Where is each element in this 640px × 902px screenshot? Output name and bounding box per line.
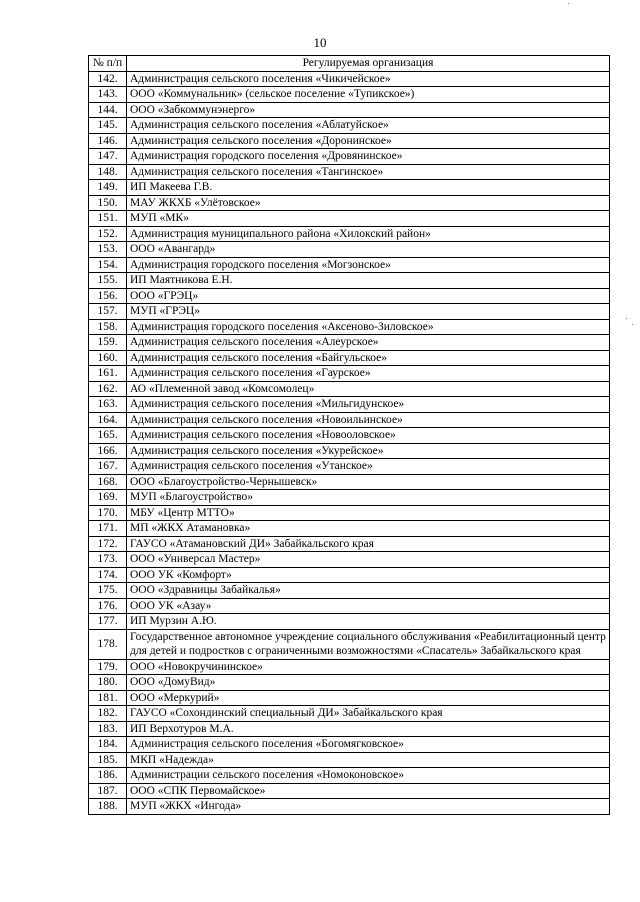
organization-name: МУП «МК» (127, 211, 610, 227)
row-number: 164. (89, 412, 127, 428)
organization-name: МУП «ЖКХ «Ингода» (127, 799, 610, 815)
organization-name: ООО «Здравницы Забайкалья» (127, 583, 610, 599)
row-number: 161. (89, 366, 127, 382)
organization-name: Администрация городского поселения «Аксеново-Зиловское» (127, 319, 610, 335)
row-number: 176. (89, 598, 127, 614)
table-row (89, 552, 610, 568)
organization-name: Администрации сельского поселения «Номоконовское» (127, 768, 610, 784)
row-number: 158. (89, 319, 127, 335)
organization-name: ООО «Забкоммунэнерго» (127, 102, 610, 118)
organization-name: ИП Верхотуров М.А. (127, 721, 610, 737)
table-row (89, 133, 610, 149)
row-number: 167. (89, 459, 127, 475)
row-number: 171. (89, 521, 127, 537)
table-row (89, 659, 610, 675)
organization-name: Администрация муниципального района «Хилокский район» (127, 226, 610, 242)
table-row (89, 71, 610, 87)
page-number: 10 (313, 35, 327, 50)
row-number: 153. (89, 242, 127, 258)
table-row (89, 428, 610, 444)
table-row (89, 505, 610, 521)
scan-speck (626, 318, 627, 319)
table-row (89, 583, 610, 599)
table-row (89, 87, 610, 103)
organization-name: Администрация сельского поселения «Новооловское» (127, 428, 610, 444)
row-number: 154. (89, 257, 127, 273)
organization-name: ГАУСО «Атамановский ДИ» Забайкальского края (127, 536, 610, 552)
organization-name: ООО УК «Азау» (127, 598, 610, 614)
organization-name: ООО «СПК Первомайское» (127, 783, 610, 799)
table-row (89, 567, 610, 583)
table-row (89, 118, 610, 134)
table-row (89, 211, 610, 227)
row-number: 184. (89, 737, 127, 753)
row-number: 170. (89, 505, 127, 521)
organization-name: Администрация сельского поселения «Богомягковское» (127, 737, 610, 753)
table-row (89, 752, 610, 768)
row-number: 143. (89, 87, 127, 103)
table-row (89, 799, 610, 815)
organization-name: МУП «ГРЭЦ» (127, 304, 610, 320)
organization-name: ИП Макеева Г.В. (127, 180, 610, 196)
row-number: 186. (89, 768, 127, 784)
row-number: 181. (89, 690, 127, 706)
table-row (89, 257, 610, 273)
table-row (89, 706, 610, 722)
table-row (89, 366, 610, 382)
organization-name: Администрация сельского поселения «Байгульское» (127, 350, 610, 366)
table-row (89, 288, 610, 304)
organization-name: МП «ЖКХ Атамановка» (127, 521, 610, 537)
organization-name: МУП «Благоустройство» (127, 490, 610, 506)
table-row (89, 521, 610, 537)
row-number: 174. (89, 567, 127, 583)
row-number: 146. (89, 133, 127, 149)
organization-name: Администрация сельского поселения «Чикичейское» (127, 71, 610, 87)
row-number: 157. (89, 304, 127, 320)
organization-name: АО «Племенной завод «Комсомолец» (127, 381, 610, 397)
row-number: 168. (89, 474, 127, 490)
table-row (89, 381, 610, 397)
organization-name: Администрация сельского поселения «Новоильинское» (127, 412, 610, 428)
row-number: 187. (89, 783, 127, 799)
organization-name: Администрация сельского поселения «Доронинское» (127, 133, 610, 149)
row-number: 149. (89, 180, 127, 196)
table-row (89, 149, 610, 165)
table-row (89, 598, 610, 614)
row-number: 175. (89, 583, 127, 599)
table-row (89, 335, 610, 351)
organization-name: Администрация сельского поселения «Утанское» (127, 459, 610, 475)
row-number: 169. (89, 490, 127, 506)
row-number: 183. (89, 721, 127, 737)
table-row (89, 242, 610, 258)
table-row (89, 350, 610, 366)
table-row (89, 614, 610, 630)
organization-name: ООО «Универсал Мастер» (127, 552, 610, 568)
row-number: 162. (89, 381, 127, 397)
organization-name: Администрация сельского поселения «Мильгидунское» (127, 397, 610, 413)
table-row (89, 273, 610, 289)
row-number: 151. (89, 211, 127, 227)
organization-name: ГАУСО «Сохондинский специальный ДИ» Забайкальского края (127, 706, 610, 722)
organization-name: Администрация сельского поселения «Гаурское» (127, 366, 610, 382)
row-number: 156. (89, 288, 127, 304)
table-row (89, 459, 610, 475)
table-row (89, 304, 610, 320)
table-body (89, 71, 610, 814)
row-number: 188. (89, 799, 127, 815)
row-number: 178. (89, 629, 127, 659)
column-header-number: № п/п (89, 56, 127, 72)
row-number: 150. (89, 195, 127, 211)
organization-name: МБУ «Центр МТТО» (127, 505, 610, 521)
organization-name: Администрация городского поселения «Могзонское» (127, 257, 610, 273)
row-number: 172. (89, 536, 127, 552)
table-row (89, 490, 610, 506)
organization-name: МКП «Надежда» (127, 752, 610, 768)
organization-name: ООО «Меркурий» (127, 690, 610, 706)
organization-name: МАУ ЖКХБ «Улётовское» (127, 195, 610, 211)
table-row (89, 397, 610, 413)
row-number: 185. (89, 752, 127, 768)
organization-name: ООО «ДомуВид» (127, 675, 610, 691)
table-row (89, 443, 610, 459)
row-number: 148. (89, 164, 127, 180)
organization-name: Администрация сельского поселения «Укурейское» (127, 443, 610, 459)
row-number: 160. (89, 350, 127, 366)
table-row (89, 629, 610, 659)
organization-name: ООО УК «Комфорт» (127, 567, 610, 583)
table-row (89, 783, 610, 799)
table-row (89, 319, 610, 335)
row-number: 142. (89, 71, 127, 87)
row-number: 147. (89, 149, 127, 165)
row-number: 155. (89, 273, 127, 289)
table-row (89, 180, 610, 196)
organization-name: ООО «Благоустройство-Чернышевск» (127, 474, 610, 490)
table-row (89, 195, 610, 211)
header-row (89, 56, 610, 72)
table-row (89, 690, 610, 706)
column-header-organization: Регулируемая организация (127, 56, 610, 72)
table-row (89, 226, 610, 242)
row-number: 173. (89, 552, 127, 568)
row-number: 180. (89, 675, 127, 691)
organization-name: ИП Маятникова Е.Н. (127, 273, 610, 289)
table-row (89, 737, 610, 753)
organization-name: ООО «ГРЭЦ» (127, 288, 610, 304)
table-header (89, 56, 610, 72)
organization-name: Администрация сельского поселения «Алеурское» (127, 335, 610, 351)
table-row (89, 768, 610, 784)
organization-name: Администрация городского поселения «Дровянинское» (127, 149, 610, 165)
row-number: 145. (89, 118, 127, 134)
organization-name: Государственное автономное учреждение социального обслуживания «Реабилитационный центр для детей и подростков с ограниченными возможностями «Спасатель» Забайкальского края (127, 629, 610, 659)
row-number: 165. (89, 428, 127, 444)
table-row (89, 721, 610, 737)
row-number: 159. (89, 335, 127, 351)
table-row (89, 164, 610, 180)
row-number: 166. (89, 443, 127, 459)
table-row (89, 675, 610, 691)
row-number: 144. (89, 102, 127, 118)
table-row (89, 474, 610, 490)
table-row (89, 412, 610, 428)
regulated-organizations-table (88, 55, 610, 815)
table-row (89, 102, 610, 118)
row-number: 177. (89, 614, 127, 630)
row-number: 182. (89, 706, 127, 722)
table-row (89, 536, 610, 552)
organization-name: ООО «Авангард» (127, 242, 610, 258)
organization-name: ООО «Новокручининское» (127, 659, 610, 675)
organization-name: Администрация сельского поселения «Тангинское» (127, 164, 610, 180)
scan-speck (632, 324, 633, 325)
organization-name: Администрация сельского поселения «Аблатуйское» (127, 118, 610, 134)
row-number: 163. (89, 397, 127, 413)
scan-speck (568, 3, 569, 4)
organization-name: ООО «Коммунальник» (сельское поселение «Тупикское») (127, 87, 610, 103)
organization-name: ИП Мурзин А.Ю. (127, 614, 610, 630)
row-number: 179. (89, 659, 127, 675)
row-number: 152. (89, 226, 127, 242)
